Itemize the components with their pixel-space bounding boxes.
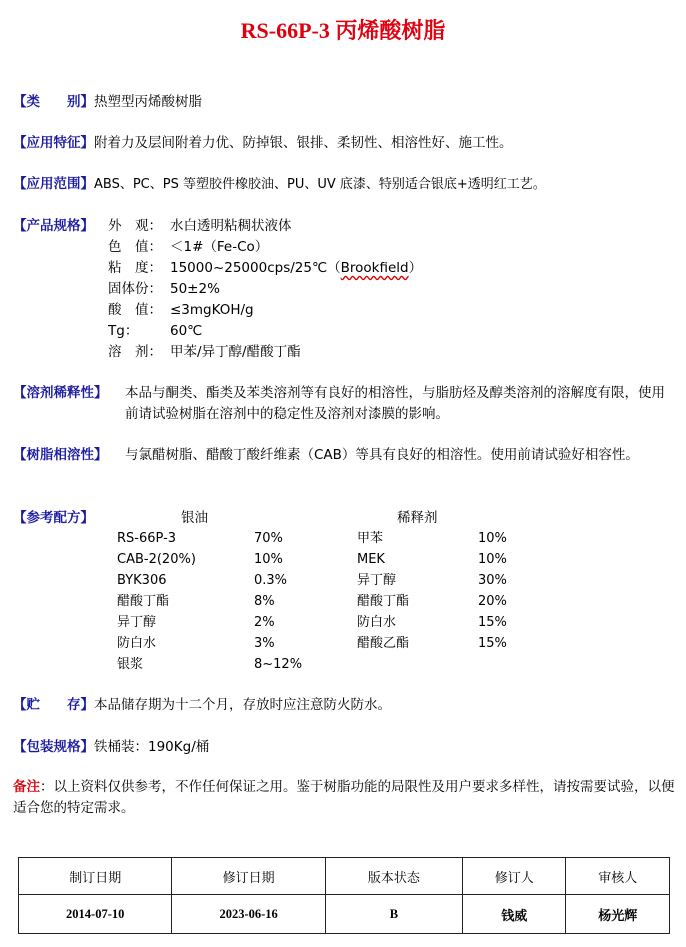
spec-value: ≤3mgKOH/g xyxy=(170,302,254,318)
compat-label-row xyxy=(13,445,108,465)
category-value: 热塑型丙烯酸树脂 xyxy=(94,94,202,110)
spec-tail: ） xyxy=(408,260,423,276)
formula-left-amount: 0.3% xyxy=(254,573,288,588)
revision-header-cell: 审核人 xyxy=(566,858,670,895)
version-cell: B xyxy=(325,895,462,934)
revision-header-cell: 版本状态 xyxy=(325,858,462,895)
spec-acid xyxy=(108,300,254,320)
formula-left-name: CAB-2(20%) xyxy=(117,552,196,567)
packaging-label: 【包装规格】 xyxy=(13,739,94,755)
specs-label: 【产品规格】 xyxy=(13,218,94,234)
specs-label-row xyxy=(13,216,94,236)
revision-table xyxy=(18,857,670,934)
formula-right-name: 防白水 xyxy=(357,615,397,630)
formula-left-name: 银浆 xyxy=(117,657,144,672)
packaging-row xyxy=(13,737,209,757)
formula-label: 【参考配方】 xyxy=(13,510,94,526)
dilution-label: 【溶剂稀释性】 xyxy=(13,385,108,401)
spec-value: 60℃ xyxy=(170,323,203,339)
note-label: 备注 xyxy=(13,779,40,795)
formula-right-name: 醋酸乙酯 xyxy=(357,636,410,651)
formula-right-amount: 20% xyxy=(478,594,507,609)
revision-header-row xyxy=(19,858,670,895)
spec-tg xyxy=(108,321,202,341)
revision-header-cell: 修订人 xyxy=(462,858,565,895)
packaging-value: 铁桶装：190Kg/桶 xyxy=(94,739,210,755)
formula-left-amount: 70% xyxy=(254,531,283,546)
formula-left-amount: 2% xyxy=(254,615,275,630)
formula-right-amount: 30% xyxy=(478,573,507,588)
formula-left-amount: 8~12% xyxy=(254,657,303,672)
scope-row xyxy=(13,174,546,195)
spec-value: 50±2% xyxy=(170,281,220,297)
formula-right-amount: 15% xyxy=(478,615,507,630)
formula-left-amount: 3% xyxy=(254,636,275,651)
reviser-cell: 钱威 xyxy=(462,895,565,934)
revision-data-row xyxy=(19,895,670,934)
spec-key: 外 观： xyxy=(108,218,162,234)
features-label: 【应用特征】 xyxy=(13,135,94,151)
spec-viscosity xyxy=(108,258,422,278)
spec-value: 15000~25000cps/25℃（ xyxy=(170,260,341,276)
features-row xyxy=(13,133,513,153)
formula-left-amount: 10% xyxy=(254,552,283,567)
formula-right-amount: 15% xyxy=(478,636,507,651)
spec-key: 溶 剂： xyxy=(108,344,162,360)
dilution-value: 本品与酮类、酯类及苯类溶剂等有良好的相溶性，与脂肪烃及醇类溶剂的溶解度有限，使用前请试验树脂在溶剂中的稳定性及溶剂对漆膜的影响。 xyxy=(125,385,665,422)
spec-brookfield: Brookfield xyxy=(340,260,409,276)
spec-value: 甲苯/异丁醇/醋酸丁酯 xyxy=(170,344,301,360)
formula-right-header: 稀释剂 xyxy=(397,510,438,526)
features-value: 附着力及层间附着力优、防掉银、银排、柔韧性、相溶性好、施工性。 xyxy=(94,135,513,151)
formula-left-amount: 8% xyxy=(254,594,275,609)
spec-solvent xyxy=(108,342,301,362)
scope-value: ABS、PC、PS 等塑胶件橡胶油、PU、UV 底漆、特别适合银底+透明红工艺。 xyxy=(94,177,546,192)
storage-value: 本品储存期为十二个月，存放时应注意防火防水。 xyxy=(94,697,391,713)
spec-solids xyxy=(108,279,220,299)
revised-date-cell: 2023-06-16 xyxy=(172,895,325,934)
formula-right-name: 醋酸丁酯 xyxy=(357,594,410,609)
formula-label-row xyxy=(13,508,94,528)
spec-value: 水白透明粘稠状液体 xyxy=(170,218,292,234)
spec-key: 粘 度： xyxy=(108,260,162,276)
formula-right-amount: 10% xyxy=(478,552,507,567)
spec-key: 色 值： xyxy=(108,239,162,255)
reviewer-cell: 杨光辉 xyxy=(566,895,670,934)
revision-header-cell: 制订日期 xyxy=(19,858,172,895)
category-label: 【类 别】 xyxy=(13,94,94,110)
dilution-label-row xyxy=(13,383,108,403)
established-date-cell: 2014-07-10 xyxy=(19,895,172,934)
formula-right-name: 异丁醇 xyxy=(357,573,397,588)
spec-value: ＜1#（Fe-Co） xyxy=(170,239,269,255)
scope-label: 【应用范围】 xyxy=(13,176,94,192)
formula-left-name: 异丁醇 xyxy=(117,615,157,630)
formula-right-name: 甲苯 xyxy=(357,531,384,546)
storage-label: 【贮 存】 xyxy=(13,697,94,713)
note-value: ：以上资料仅供参考，不作任何保证之用。鉴于树脂功能的局限性及用户要求多样性，请按需要试验，以便适合您的特定需求。 xyxy=(13,779,675,816)
compatibility-value: 与氯醋树脂、醋酸丁酸纤维素（CAB）等具有良好的相溶性。使用前请试验好相容性。 xyxy=(125,447,639,463)
formula-left-name: RS-66P-3 xyxy=(117,531,177,546)
spec-key: Tg： xyxy=(108,323,139,339)
formula-left-name: BYK306 xyxy=(117,573,167,588)
formula-left-name: 醋酸丁酯 xyxy=(117,594,170,609)
category-row xyxy=(13,92,202,112)
compatibility-label: 【树脂相溶性】 xyxy=(13,447,108,463)
formula-left-name: 防白水 xyxy=(117,636,157,651)
spec-key: 固体份： xyxy=(108,281,162,297)
spec-appearance xyxy=(108,216,292,236)
spec-key: 酸 值： xyxy=(108,302,162,318)
document-title: RS-66P-3 丙烯酸树脂 xyxy=(240,18,446,43)
note-paragraph xyxy=(13,777,675,819)
formula-right-amount: 10% xyxy=(478,531,507,546)
formula-left-header: 银油 xyxy=(181,510,208,526)
spec-color xyxy=(108,237,268,257)
revision-header-cell: 修订日期 xyxy=(172,858,325,895)
formula-right-name: MEK xyxy=(357,552,385,567)
storage-row xyxy=(13,695,391,715)
